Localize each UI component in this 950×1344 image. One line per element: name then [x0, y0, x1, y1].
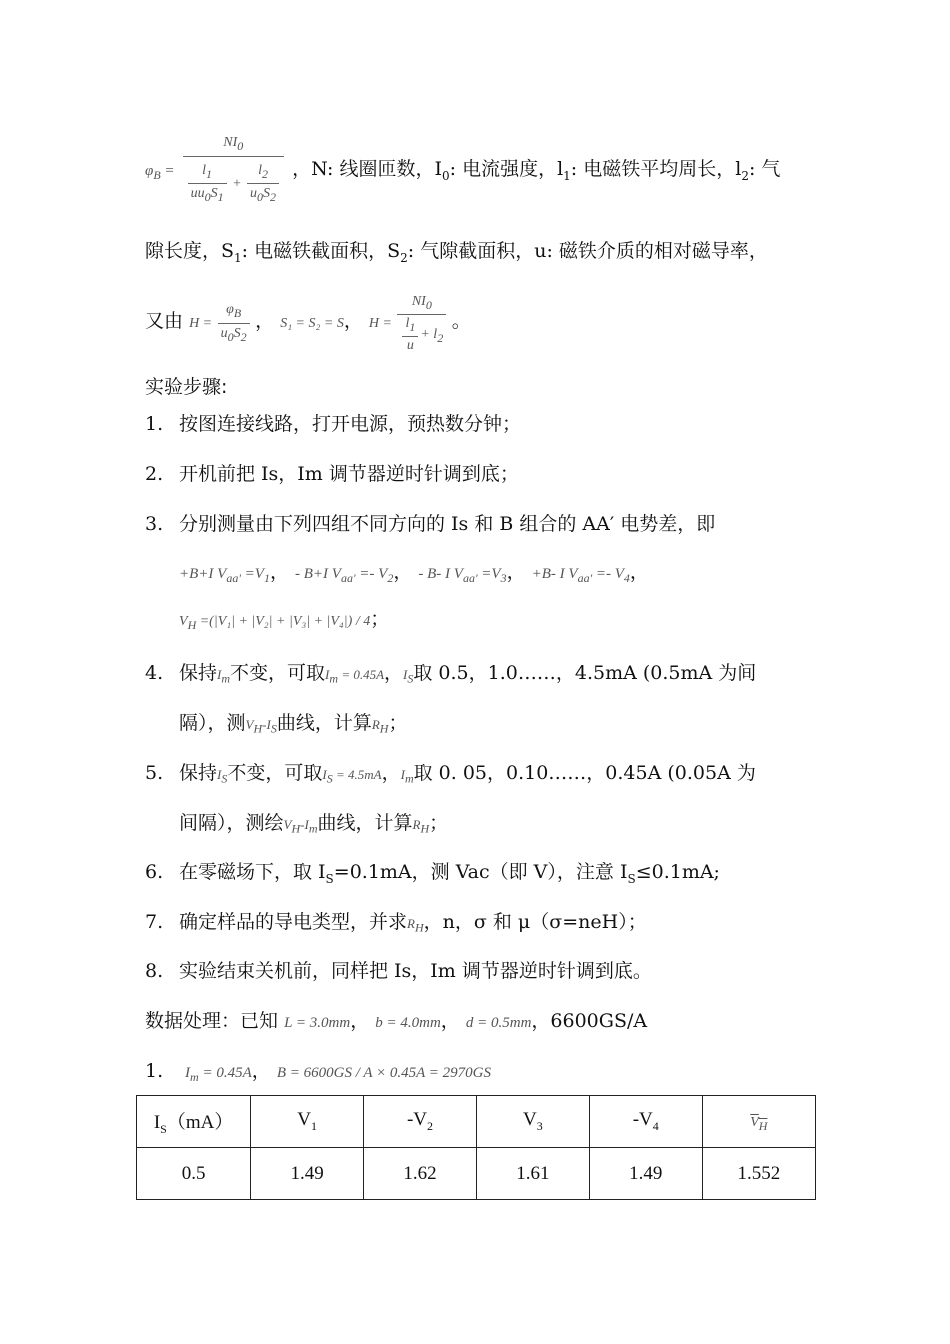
- step-2: 2. 开机前把 Is，Im 调节器逆时针调到底；: [145, 463, 519, 485]
- cell-v1: 1.49: [251, 1148, 364, 1200]
- cell-is: 0.5: [137, 1148, 251, 1200]
- data-item-1: 1. $I_m = 0.45A$， B = 6600GS / A × 0.45A = 2970GS: [145, 1060, 491, 1084]
- step-4-cont: 隔），测$V_H-I_S$曲线，计算$R_H$；: [179, 712, 408, 736]
- step-8: 8. 实验结束关机前，同样把 Is，Im 调节器逆时针调到底。: [145, 960, 652, 982]
- formula-s-equal: S₁ = S₂ = S: [280, 316, 344, 331]
- step-6: 6. 在零磁场下，取 $I_S=0.1mA$，测 Vac（即 V），注意 $I_S\le 0.1mA$;: [145, 861, 720, 886]
- cell-v3: 1.61: [476, 1148, 589, 1200]
- header-v2: $-V_2$: [364, 1096, 477, 1148]
- cell-v2: 1.62: [364, 1148, 477, 1200]
- step-7: 7. 确定样品的导电类型，并求$R_H$，n，σ 和 μ（σ=neH）；: [145, 911, 647, 935]
- para-1-text: ，N: 线圈匝数，$I_0$: 电流强度，$l_1$: 电磁铁平均周长，$l_2$: 气: [292, 158, 781, 183]
- table-row: [137, 1148, 816, 1200]
- header-v4: $-V_4$: [589, 1096, 702, 1148]
- cell-vh: 1.552: [702, 1148, 815, 1200]
- step-3: 3. 分别测量由下列四组不同方向的 Is 和 B 组合的 AA′ 电势差，即: [145, 513, 716, 535]
- formula-h-1: H = $\frac{\varphi_B}{u_0S_2}$: [189, 316, 255, 331]
- formula-combo-3: - B- I $V_{aa'} =V_3$: [418, 566, 507, 585]
- data-heading: 数据处理：已知 L = 3.0mm， b = 4.0mm， d = 0.5mm，6600GS/A: [145, 1010, 648, 1032]
- steps-heading: 实验步骤:: [145, 376, 228, 398]
- formula-combo-4: +B- I $V_{aa'} =- V_4$: [531, 566, 630, 585]
- cell-v4: 1.49: [589, 1148, 702, 1200]
- formula-phi-fraction: $NI_0$ $\frac{l_1}{uu_0S_1}$ + $\frac{l_2}{u_0S_2}$: [183, 133, 284, 207]
- header-vh-mean: $V_H$: [702, 1096, 815, 1148]
- para-3: 又由 H = $\frac{\varphi_B}{u_0S_2}$ ， S₁ = S₂ = S， H = $NI_0$ $\frac{l_1}{u}$ + $l_2$ 。: [145, 293, 471, 353]
- para-2: 隙长度，$S_1$: 电磁铁截面积，$S_2$: 气隙截面积，u: 磁铁介质的相对磁导率，: [145, 240, 768, 265]
- formula-vh: $V_H =(|V_1| + |V_2| + |V_3| + |V_4|) / 4$: [179, 614, 371, 632]
- step-4: 4. 保持$I_m$不变，可取$I_m = 0.45A$，$I_S$取 0.5，1.0……，4.5mA (0.5mA 为间: [145, 662, 757, 686]
- header-v3: $V_3$: [476, 1096, 589, 1148]
- formula-h-2: H = $NI_0$ $\frac{l_1}{u}$ + $l_2$: [369, 316, 452, 331]
- formula-combo-2: - B+I $V_{aa'} =- V_2$: [295, 566, 394, 585]
- data-table: [136, 1095, 816, 1200]
- header-is: $I_S(mA)$: [137, 1096, 251, 1148]
- step-1: 1. 按图连接线路，打开电源，预热数分钟；: [145, 413, 522, 435]
- header-v1: $V_1$: [251, 1096, 364, 1148]
- step-3-formulas: +B+I $V_{aa'} =V_1$， - B+I $V_{aa'} =- V_2$， - B- I $V_{aa'} =V_3$， +B- I $V_{aa'} =- V_4$，: [179, 561, 649, 585]
- table-header-row: [137, 1096, 816, 1148]
- formula-combo-1: +B+I $V_{aa'} =V_1$: [179, 566, 270, 585]
- step-5-cont: 间隔），测绘$V_H-I_m$曲线，计算$R_H$；: [179, 812, 449, 836]
- formula-phi-b: $\varphi_B$ =: [145, 163, 175, 182]
- para-1: [145, 128, 780, 210]
- step-3-vh-formula: $V_H =(|V_1| + |V_2| + |V_3| + |V_4|) / 4$；: [179, 608, 390, 632]
- step-5: 5. 保持$I_S$不变，可取$I_S = 4.5mA$，$I_m$取 0. 05，0.10……，0.45A (0.05A 为: [145, 762, 756, 786]
